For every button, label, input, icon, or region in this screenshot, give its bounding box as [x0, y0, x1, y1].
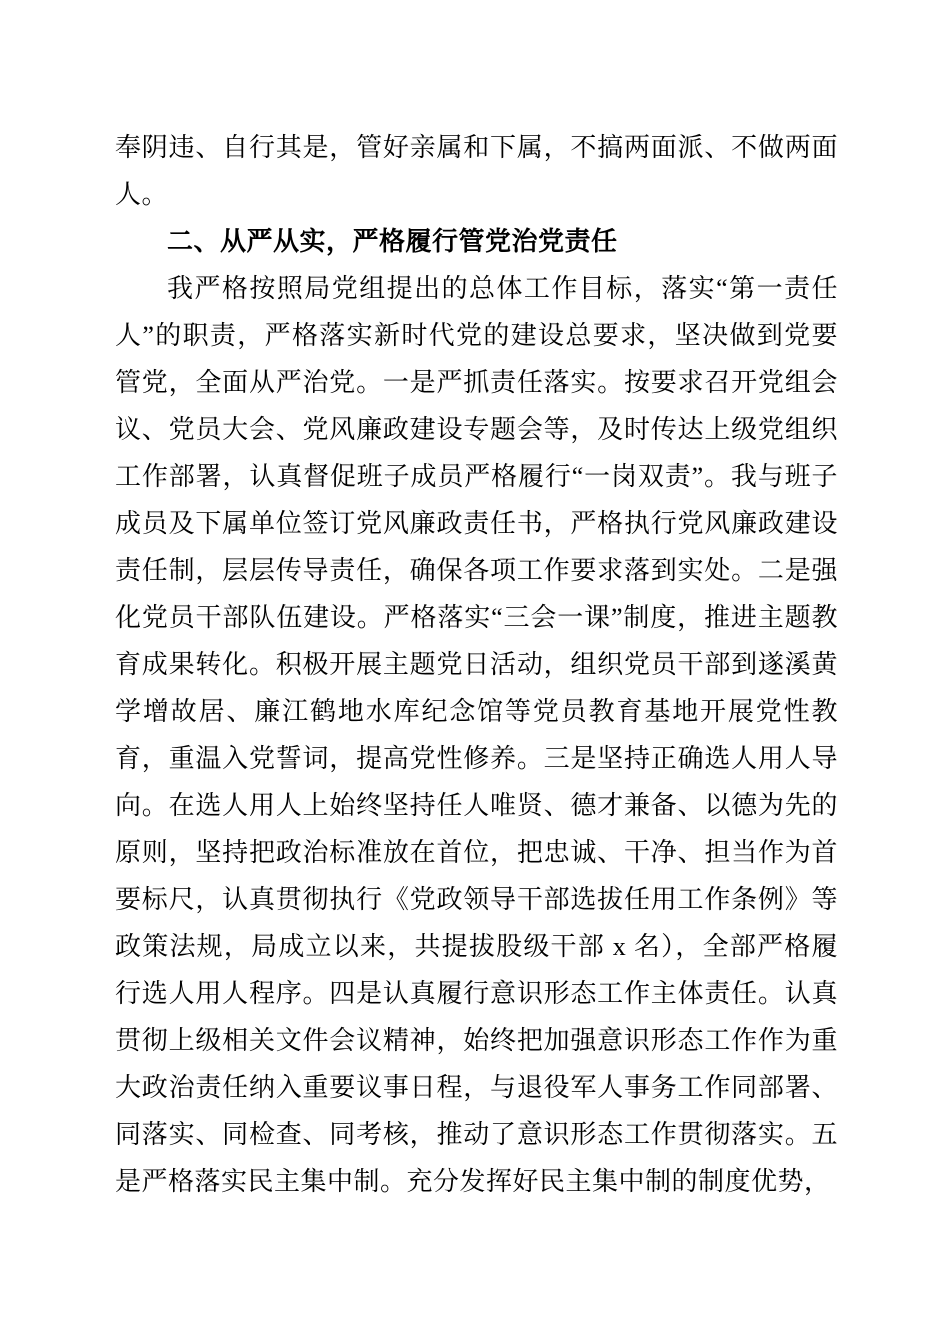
paragraph-continuation: 奉阴违、自行其是，管好亲属和下属，不搞两面派、不做两面人。 — [115, 133, 838, 209]
section-heading: 二、从严从实，严格履行管党治党责任 — [167, 226, 618, 256]
paragraph-body: 我严格按照局党组提出的总体工作目标，落实“第一责任人”的职责，严格落实新时代党的建设总要求，坚决做到党要管党，全面从严治党。一是严抓责任落实。按要求召开党组会议、党员大会、党风廉政建设专题会等，及时传达上级党组织工作部署，认真督促班子成员严格履行“一岗双责”。我与班子成员及下属单位签订党风廉政责任书，严格执行党风廉政建设责任制，层层传导责任，确保各项工作要求落到实处。二是强化党员干部队伍建设。严格落实“三会一课”制度，推进主题教育成果转化。积极开展主题党日活动，组织党员干部到遂溪黄学增故居、廉江鹤地水库纪念馆等党员教育基地开展党性教育，重温入党誓词，提高党性修养。三是坚持正确选人用人导向。在选人用人上始终坚持任人唯贤、德才兼备、以德为先的原则，坚持把政治标准放在首位，把忠诚、干净、担当作为首要标尺，认真贯彻执行《党政领导干部选拔任用工作条例》等政策法规，局成立以来，共提拔股级干部 x 名），全部严格履行选人用人程序。四是认真履行意识形态工作主体责任。认真贯彻上级相关文件会议精神，始终把加强意识形态工作作为重大政治责任纳入重要议事日程，与退役军人事务工作同部署、同落实、同检查、同考核，推动了意识形态工作贯彻落实。五是严格落实民主集中制。充分发挥好民主集中制的制度优势， — [115, 274, 838, 1196]
